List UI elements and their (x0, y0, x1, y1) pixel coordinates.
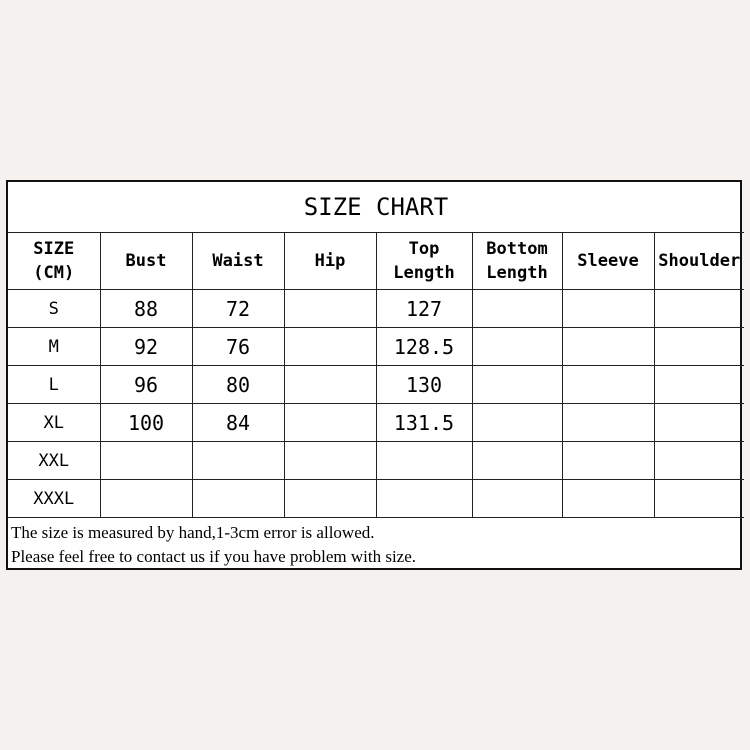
header-row (8, 233, 744, 290)
note-contact: Please feel free to contact us if you have problem with size. (11, 546, 417, 566)
cell-sleeve (562, 290, 654, 328)
cell-top-length: 128.5 (376, 328, 472, 366)
header-shoulder: Shoulder (654, 233, 744, 290)
cell-shoulder (654, 366, 744, 404)
header-hip: Hip (284, 233, 376, 290)
cell-bottom-length (472, 366, 562, 404)
note-measurement: The size is measured by hand,1-3cm error is allowed. (11, 522, 375, 542)
chart-title: SIZE CHART (8, 182, 744, 233)
cell-waist: 72 (192, 290, 284, 328)
cell-bottom-length (472, 480, 562, 518)
cell-top-length: 131.5 (376, 404, 472, 442)
cell-top-length: 127 (376, 290, 472, 328)
cell-sleeve (562, 328, 654, 366)
cell-shoulder (654, 442, 744, 480)
cell-top-length: 130 (376, 366, 472, 404)
header-bust: Bust (100, 233, 192, 290)
notes (8, 518, 744, 570)
cell-bust: 96 (100, 366, 192, 404)
cell-shoulder (654, 480, 744, 518)
cell-hip (284, 480, 376, 518)
cell-shoulder (654, 328, 744, 366)
header-bottom-length: Bottom Length (472, 233, 562, 290)
cell-sleeve (562, 442, 654, 480)
table-row (8, 328, 744, 366)
cell-size: XL (8, 404, 100, 442)
cell-bottom-length (472, 328, 562, 366)
cell-hip (284, 404, 376, 442)
cell-bottom-length (472, 290, 562, 328)
cell-size: XXL (8, 442, 100, 480)
cell-bust: 100 (100, 404, 192, 442)
cell-bottom-length (472, 442, 562, 480)
cell-bust (100, 442, 192, 480)
size-chart (6, 180, 742, 570)
table-row (8, 480, 744, 518)
header-size: SIZE (CM) (8, 233, 100, 290)
size-table (8, 182, 744, 569)
cell-size: S (8, 290, 100, 328)
cell-hip (284, 366, 376, 404)
table-row (8, 290, 744, 328)
table-row (8, 366, 744, 404)
cell-sleeve (562, 480, 654, 518)
table-row (8, 442, 744, 480)
cell-waist: 76 (192, 328, 284, 366)
cell-size: XXXL (8, 480, 100, 518)
cell-shoulder (654, 404, 744, 442)
header-waist: Waist (192, 233, 284, 290)
cell-bottom-length (472, 404, 562, 442)
cell-shoulder (654, 290, 744, 328)
cell-hip (284, 442, 376, 480)
cell-top-length (376, 442, 472, 480)
cell-bust (100, 480, 192, 518)
cell-bust: 88 (100, 290, 192, 328)
cell-sleeve (562, 366, 654, 404)
header-sleeve: Sleeve (562, 233, 654, 290)
cell-waist (192, 442, 284, 480)
cell-waist: 84 (192, 404, 284, 442)
cell-size: M (8, 328, 100, 366)
cell-bust: 92 (100, 328, 192, 366)
header-top-length: Top Length (376, 233, 472, 290)
cell-top-length (376, 480, 472, 518)
cell-size: L (8, 366, 100, 404)
cell-hip (284, 290, 376, 328)
cell-sleeve (562, 404, 654, 442)
cell-waist (192, 480, 284, 518)
table-row (8, 404, 744, 442)
cell-waist: 80 (192, 366, 284, 404)
cell-hip (284, 328, 376, 366)
